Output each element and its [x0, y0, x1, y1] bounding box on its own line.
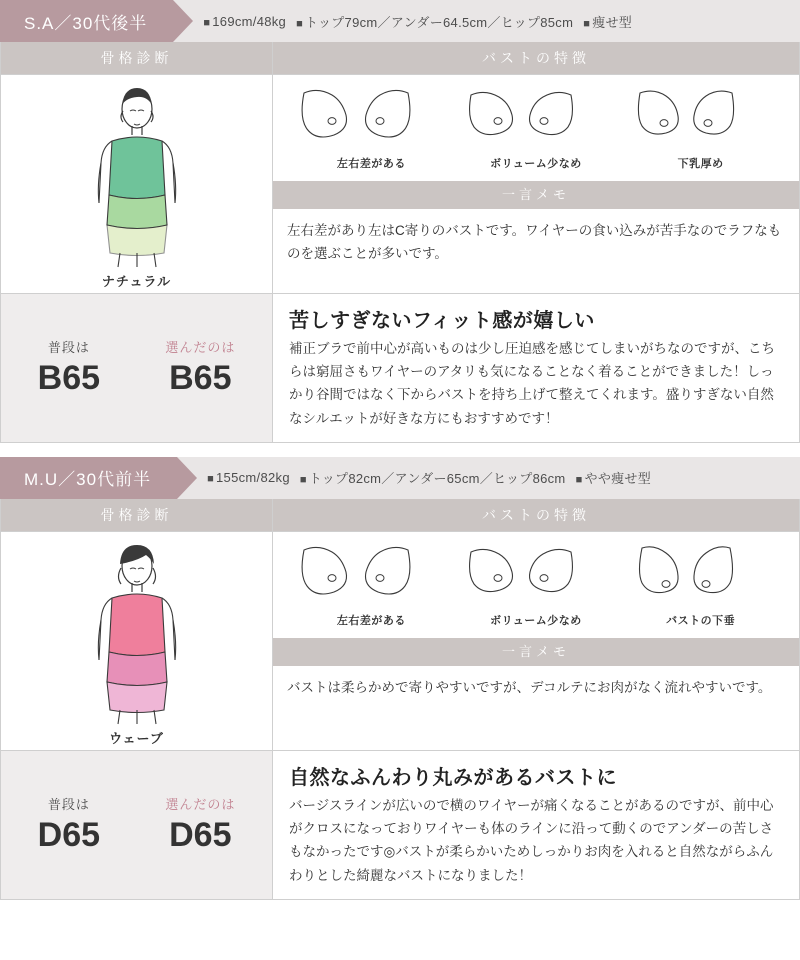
bust-shape-icon	[296, 81, 416, 153]
usual-size-label: 普段は	[47, 796, 90, 812]
bust-shape-icon	[461, 81, 581, 153]
review-table	[0, 499, 800, 900]
memo-body: 左右差があり左はC寄りのバストです。ワイヤーの食い込みが苦手なのでラフなものを選ぶことが多いです。	[287, 223, 782, 262]
chosen-size-box	[165, 337, 235, 399]
comment-title: 苦しすぎないフィット感が嬉しい	[289, 310, 595, 332]
chosen-size-value: B65	[169, 359, 232, 398]
bust-label: 左右差がある	[336, 158, 406, 170]
bust-column	[273, 499, 799, 750]
usual-size-label: 普段は	[47, 340, 90, 356]
reviewer-name: S.A／30代後半	[0, 0, 173, 42]
review-card	[0, 0, 800, 443]
skeleton-head: 骨格診断	[1, 42, 272, 75]
review-bottom-row	[1, 293, 799, 442]
bust-item	[461, 81, 611, 171]
skeleton-type: ナチュラル	[101, 274, 172, 289]
body-illustration-icon	[62, 81, 212, 269]
body-figure	[1, 532, 272, 750]
bust-shape-icon	[296, 538, 416, 610]
bust-shape-icon	[626, 538, 746, 610]
skeleton-column	[1, 42, 273, 293]
bust-label: 左右差がある	[336, 614, 406, 627]
chosen-size-box	[165, 794, 235, 856]
bust-item	[461, 538, 611, 628]
bust-item	[296, 538, 446, 628]
review-top-row	[1, 499, 799, 750]
review-table	[0, 42, 800, 443]
bust-label: 下乳厚め	[677, 158, 724, 170]
skeleton-type: ウェーブ	[109, 730, 164, 746]
usual-size-box	[38, 337, 100, 399]
review-top-row	[1, 42, 799, 293]
review-comment	[273, 294, 799, 442]
spec-body: ■ 169cm/48kg	[203, 14, 286, 29]
size-comparison	[1, 751, 273, 899]
comment-body: バージスラインが広いので横のワイヤーが痛くなることがあるのですが、前中心がクロスになっておりワイヤーも体のラインに沿って動くのでアンダーの苦しさもなかったです◎バストが柔らかいためしっかりお肉を入れると自然ながらふんわりとした綺麗なバストになりました！	[289, 797, 774, 883]
bust-label: ボリューム少なめ	[490, 158, 582, 170]
reviewer-specs	[177, 457, 800, 499]
bust-item	[626, 538, 776, 628]
chosen-size-value: D65	[169, 815, 232, 854]
bust-label: ボリューム少なめ	[490, 614, 582, 627]
spec-measure: ■ トップ79cm／アンダー64.5cm／ヒップ85cm	[296, 12, 573, 31]
comment-title: 自然なふんわり丸みがあるバストに	[289, 766, 617, 789]
bust-shape-icon	[461, 538, 581, 610]
reviewer-name: M.U／30代前半	[0, 457, 177, 499]
bust-label: バストの下垂	[666, 614, 736, 627]
spec-type: ■ やや痩せ型	[576, 468, 651, 487]
bust-shape-icon	[626, 81, 746, 153]
usual-size-box	[38, 794, 100, 856]
bust-column	[273, 42, 799, 293]
bust-head: バストの特徴	[273, 499, 799, 532]
usual-size-value: B65	[37, 359, 101, 398]
spec-measure: ■ トップ82cm／アンダー65cm／ヒップ86cm	[300, 468, 566, 487]
usual-size-value: D65	[37, 815, 101, 854]
bust-illustrations	[273, 532, 799, 628]
bust-head: バストの特徴	[273, 42, 799, 75]
skeleton-head: 骨格診断	[1, 499, 272, 532]
body-figure	[1, 75, 272, 293]
spec-body: ■ 155cm/82kg	[207, 470, 290, 485]
skeleton-column	[1, 499, 273, 750]
body-illustration-icon	[62, 538, 212, 726]
review-comment	[273, 751, 799, 899]
memo-head: 一言メモ	[273, 181, 799, 209]
spec-type: ■ 痩せ型	[583, 12, 632, 31]
size-comparison	[1, 294, 273, 442]
bust-item	[296, 81, 446, 171]
review-header	[0, 0, 800, 42]
comment-body: 補正ブラで前中心が高いものは少し圧迫感を感じてしまいがちなのですが、こちらは窮屈さもワイヤーのアタリも気になることなく着ることができました！しっかり谷間ではなく下からバストを持ち上げて整えてくれます。盛りすぎない自然なシルエットが好きな方にもおすすめです！	[289, 341, 775, 426]
bust-item	[626, 81, 776, 171]
review-card	[0, 457, 800, 900]
memo-body: バストは柔らかめで寄りやすいですが、デコルテにお肉がなく流れやすいです。	[287, 679, 772, 695]
chosen-size-label: 選んだのは	[165, 340, 236, 356]
review-header	[0, 457, 800, 499]
reviewer-specs	[173, 0, 800, 42]
review-bottom-row	[1, 750, 799, 899]
memo-head: 一言メモ	[273, 638, 799, 666]
chosen-size-label: 選んだのは	[165, 796, 236, 812]
bust-illustrations	[273, 75, 799, 171]
